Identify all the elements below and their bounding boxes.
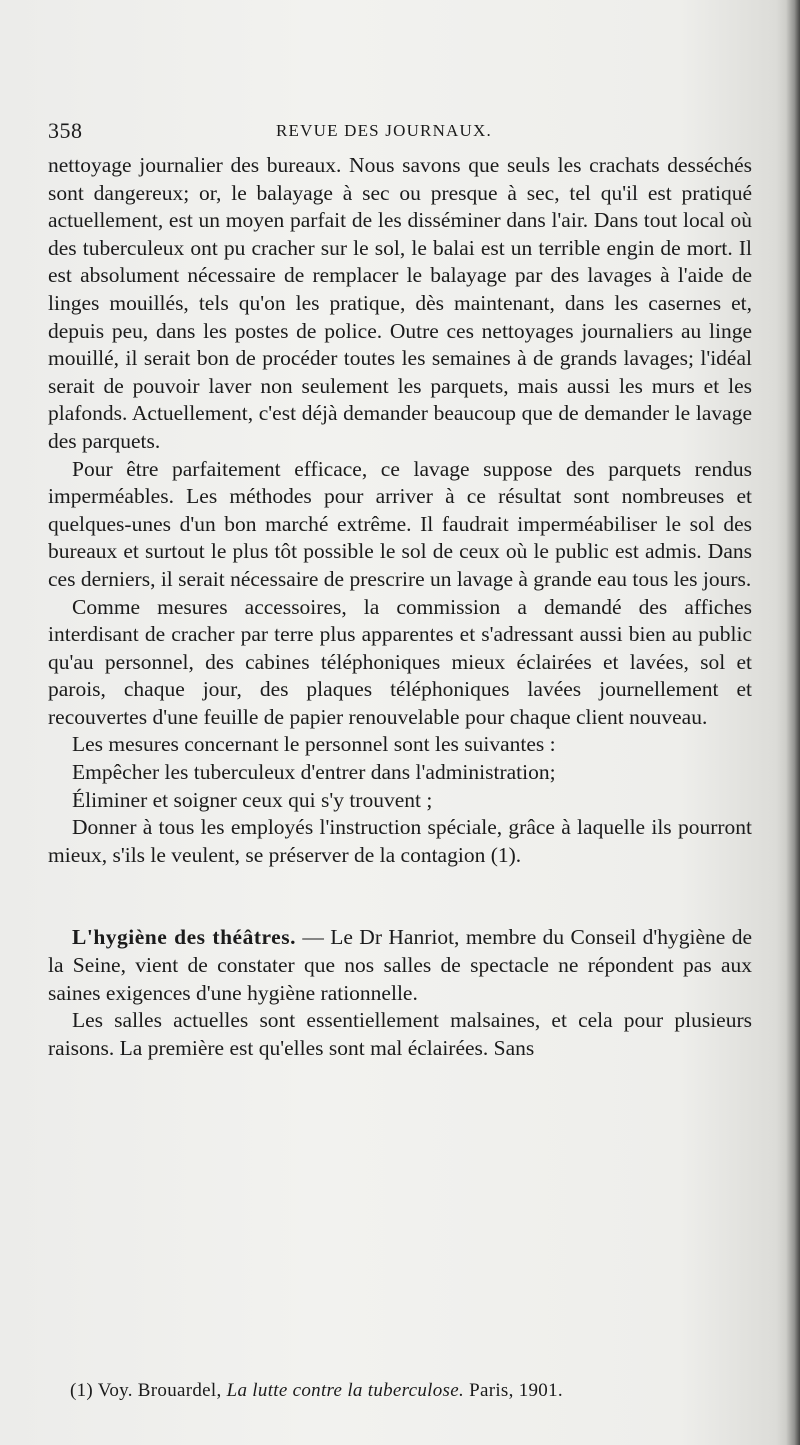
body-text xyxy=(48,152,752,1062)
paragraph-personnel-measures: Les mesures concernant le personnel sont les suivantes : xyxy=(72,732,556,757)
paragraph-accessory-measures: Comme mesures accessoires, la commission a demandé des affiches interdisant de cracher par terre plus apparentes et s'adressant aussi bien au public qu'au personnel, des cabines téléphoniques mieux éclairées et lavées, sol et parois, chaque jour, des plaques téléphoniques lavées journellement et recouvertes d'une feuille de papier renouvelable pour chaque client nouveau. xyxy=(48,594,752,729)
running-head: REVUE DES JOURNAUX. xyxy=(276,121,492,140)
section-lead: — Le Dr Hanriot, membre du Conseil d'hygiène de la Seine, vient de constater que nos salles de spectacle ne répondent pas aux saines exigences d'une hygiène rationnelle. xyxy=(48,925,752,1005)
measure-item-eliminate: Éliminer et soigner ceux qui s'y trouvent ; xyxy=(72,787,433,812)
footnote-prefix: (1) Voy. Brouardel, xyxy=(70,1380,222,1401)
footnote-reference: (1). xyxy=(490,842,522,867)
section-title: L'hygiène des théâtres. xyxy=(72,925,296,950)
paragraph-impermeable-floors: Pour être parfaitement efficace, ce lavage suppose des parquets rendus imperméables. Les méthodes pour arriver à ce résultat sont nombreuses et quelques-unes d'un bon marché extrême. Il faudrait imperméabiliser le sol des bureaux et surtout le plus tôt possible le sol de ceux où le public est admis. Dans ces derniers, il serait nécessaire de prescrire un lavage à grande eau tous les jours. xyxy=(48,456,752,591)
footnote-suffix: Paris, 1901. xyxy=(469,1380,563,1401)
paragraph-theatres-unhealthy: Les salles actuelles sont essentiellement malsaines, et cela pour plusieurs raisons. La première est qu'elles sont mal éclairées. Sans xyxy=(48,1008,752,1060)
footnote xyxy=(70,1380,750,1402)
measure-item-instruction-text: Donner à tous les employés l'instruction spéciale, grâce à laquelle ils pourront mieux, s'ils le veulent, se préserver de la contagion xyxy=(48,815,752,867)
paragraph-continuation: nettoyage journalier des bureaux. Nous savons que seuls les crachats desséchés sont dangereux; or, le balayage à sec ou presque à sec, tel qu'il est pratiqué actuellement, est un moyen parfait de les disséminer dans l'air. Dans tout local où des tuberculeux ont pu cracher sur le sol, le balai est un terrible engin de mort. Il est absolument nécessaire de remplacer le balayage par des lavages à l'aide de linges mouillés, tels qu'on les pratique, dès maintenant, dans les casernes et, depuis peu, dans les postes de police. Outre ces nettoyages journaliers au linge mouillé, il serait bon de procéder toutes les semaines à de grands lavages; l'idéal serait de pouvoir laver non seulement les parquets, mais aussi les murs et les plafonds. Actuellement, c'est déjà demander beaucoup que de demander le lavage des parquets. xyxy=(48,153,752,453)
book-spine-shadow xyxy=(786,0,800,1445)
footnote-book-title: La lutte contre la tuberculose. xyxy=(226,1380,465,1401)
measure-item-prevent: Empêcher les tuberculeux d'entrer dans l'administration; xyxy=(72,760,556,785)
measure-item-instruction xyxy=(48,814,752,869)
section-theatres xyxy=(48,924,752,1007)
page-number: 358 xyxy=(48,118,83,143)
page-header xyxy=(48,118,750,144)
